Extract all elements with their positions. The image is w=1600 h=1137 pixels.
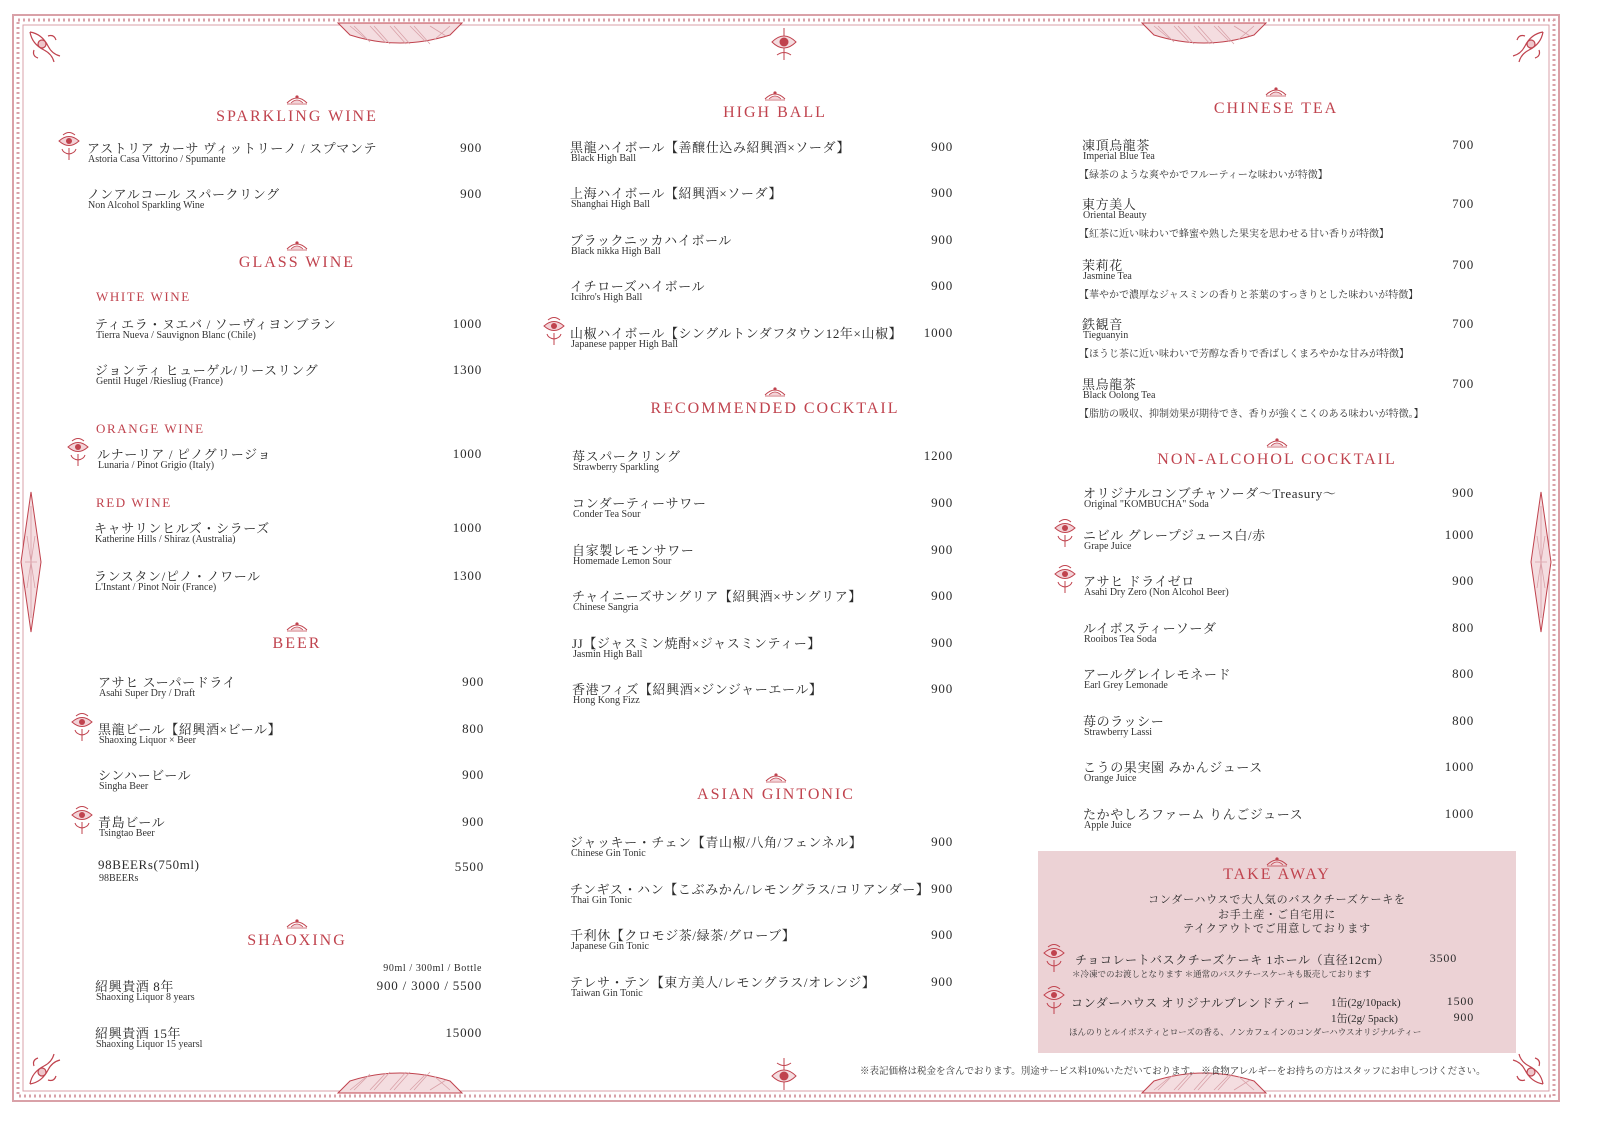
take-away-box	[1038, 851, 1516, 1053]
menu-item-english-name: Orange Juice	[1084, 773, 1137, 784]
menu-item-english-name: Jasmin High Ball	[573, 649, 643, 660]
menu-item-price: 900	[931, 495, 953, 510]
menu-item-english-name: Tieguanyin	[1083, 330, 1129, 341]
menu-item-english-name: Rooibos Tea Soda	[1084, 634, 1157, 645]
menu-item-name: シンハービール	[98, 768, 192, 783]
menu-item-name: アサヒ スーパードライ	[98, 675, 237, 690]
menu-item-name: キャサリンヒルズ・シラーズ	[94, 521, 270, 536]
menu-item-english-name: Grape Juice	[1084, 541, 1132, 552]
cocktail-title: RECOMMENDED COCKTAIL	[650, 400, 900, 417]
menu-item-english-name: Homemade Lemon Sour	[573, 556, 672, 567]
menu-item-price: 800	[1452, 620, 1474, 635]
take-away-intro-line: コンダーハウスで大人気のバスクチーズケーキを	[1148, 894, 1406, 906]
menu-item-price: 800	[1452, 713, 1474, 728]
flower-icon	[66, 437, 90, 467]
menu-item-english-name: Imperial Blue Tea	[1083, 151, 1155, 162]
menu-item-name: 黒龍ビール【紹興酒×ビール】	[98, 722, 282, 737]
menu-item-name: 上海ハイボール【紹興酒×ソーダ】	[570, 186, 783, 201]
menu-item-name: チャイニーズサングリア【紹興酒×サングリア】	[572, 589, 862, 604]
menu-item-name: ブラックニッカハイボール	[570, 233, 732, 248]
take-away-item-name: コンダーハウス オリジナルブレンドティー	[1071, 996, 1311, 1010]
menu-item-name: 山椒ハイボール【シングルトンダフタウン12年×山椒】	[570, 326, 903, 341]
menu-item-english-name: Black High Ball	[571, 153, 636, 164]
menu-item-price: 1000	[923, 325, 953, 340]
menu-item-english-name: Singha Beer	[99, 781, 149, 792]
menu-item-name: 茉莉花	[1082, 258, 1123, 273]
menu-item-price: 1000	[1444, 806, 1474, 821]
menu-item-english-name: Asahi Dry Zero (Non Alcohol Beer)	[1084, 587, 1229, 598]
flower-icon	[542, 316, 566, 346]
menu-item-price: 900	[931, 139, 953, 154]
menu-item-price: 5500	[454, 859, 484, 874]
menu-item-name: 青島ビール	[98, 815, 166, 830]
menu-item-description: 【華やかで濃厚なジャスミンの香りと茶葉のすっきりとした味わいが特徴】	[1079, 290, 1419, 301]
menu-item-price: 900	[931, 881, 953, 896]
menu-item-price: 1300	[452, 362, 482, 377]
menu-item-name: 苺のラッシー	[1083, 714, 1165, 729]
menu-item-name: ジョンティ ヒューゲル/リースリング	[95, 363, 319, 378]
footer-note: ※表記価格は税金を含んでおります。別途サービス料10%いただいております。 ※食物アレルギーをお持ちの方はスタッフにお申しつけください。	[860, 1067, 1486, 1077]
orange-wine-subtitle: ORANGE WINE	[96, 421, 205, 436]
shaoxing-size-note: 90ml / 300ml / Bottle	[383, 963, 482, 974]
menu-item-english-name: Strawberry Lassi	[1084, 727, 1153, 738]
menu-item-price: 900	[931, 588, 953, 603]
menu-item-english-name: Chinese Sangria	[573, 602, 639, 613]
menu-item-english-name: Black Oolong Tea	[1083, 390, 1156, 401]
menu-item-english-name: Conder Tea Sour	[573, 509, 641, 520]
menu-item-name: こうの果実園 みかんジュース	[1083, 760, 1263, 775]
menu-item-name: 黒龍ハイボール【善醸仕込み紹興酒×ソーダ】	[570, 140, 851, 155]
menu-item-name: ノンアルコール スパークリング	[87, 187, 280, 202]
flower-icon	[70, 712, 94, 742]
ornament-icon	[286, 239, 308, 251]
shaoxing-title: SHAOXING	[247, 932, 347, 949]
menu-item-price: 700	[1452, 196, 1474, 211]
take-away-item-note: ほんのりとルイボスティとローズの香る、ノンカフェインのコンダーハウスオリジナルティー	[1069, 1027, 1422, 1037]
non-alcohol-title: NON-ALCOHOL COCKTAIL	[1157, 451, 1397, 468]
ornament-icon	[1265, 85, 1287, 97]
menu-item-name: JJ【ジャスミン焼酎×ジャスミンティー】	[572, 636, 821, 651]
menu-item-name: コンダーティーサワー	[572, 496, 707, 511]
take-away-option-size: 1缶(2g/ 5pack)	[1331, 1013, 1398, 1025]
menu-item-english-name: Lunaria / Pinot Grigio (Italy)	[98, 460, 215, 471]
menu-item-english-name: Taiwan Gin Tonic	[571, 988, 643, 999]
red-wine-subtitle: RED WINE	[96, 495, 172, 510]
ornament-icon	[764, 385, 786, 397]
take-away-intro-line: お手土産・ご自宅用に	[1218, 909, 1336, 921]
menu-item-name: 東方美人	[1082, 197, 1137, 212]
menu-item-english-name: Black nikka High Ball	[571, 246, 661, 257]
menu-item-english-name: Tsingtao Beer	[99, 828, 155, 839]
flower-icon	[1053, 518, 1077, 548]
menu-item-english-name: Shaoxing Liquor 15 yearsl	[96, 1039, 203, 1050]
menu-item-name: ルナーリア / ピノグリージョ	[97, 447, 272, 462]
menu-item-name: 黒烏龍茶	[1082, 377, 1137, 392]
menu-item-name: ジャッキー・チェン【青山椒/八角/フェンネル】	[570, 835, 863, 850]
menu-item-price: 900	[1452, 573, 1474, 588]
menu-item-price: 900	[1452, 485, 1474, 500]
menu-item-name: 紹興貴酒 15年	[95, 1026, 182, 1041]
menu-item-english-name: Oriental Beauty	[1083, 210, 1147, 221]
take-away-item-note: ＊冷凍でのお渡しとなります ＊通常のバスクチースケーキも販売しております	[1072, 969, 1372, 979]
take-away-option-size: 1缶(2g/10pack)	[1331, 997, 1401, 1009]
ornament-icon	[765, 771, 787, 783]
menu-item-english-name: Asahi Super Dry / Draft	[99, 688, 196, 699]
menu-item-english-name: Apple Juice	[1084, 820, 1132, 831]
menu-item-english-name: Strawberry Sparkling	[573, 462, 659, 473]
take-away-option-price: 900	[1453, 1010, 1474, 1024]
menu-item-price: 700	[1452, 316, 1474, 331]
menu-item-english-name: Shaoxing Liquor × Beer	[99, 735, 197, 746]
menu-item-price: 800	[462, 721, 484, 736]
menu-item-price: 1200	[923, 448, 953, 463]
glass-wine-title: GLASS WINE	[238, 254, 356, 271]
menu-item-price: 900	[931, 635, 953, 650]
menu-item-price: 900	[931, 185, 953, 200]
ornament-icon	[764, 89, 786, 101]
menu-item-english-name: L'Instant / Pinot Noir (France)	[95, 582, 217, 593]
menu-item-price: 900	[931, 681, 953, 696]
menu-item-name: ニビル グレープジュース白/赤	[1083, 528, 1266, 543]
beer-title: BEER	[272, 635, 322, 652]
menu-item-price: 900	[462, 674, 484, 689]
take-away-option-price: 1500	[1446, 994, 1474, 1008]
menu-item-price: 700	[1452, 137, 1474, 152]
menu-item-price: 1000	[452, 316, 482, 331]
menu-item-english-name: Shaoxing Liquor 8 years	[96, 992, 195, 1003]
menu-item-name: 紹興貴酒 8年	[95, 979, 174, 994]
menu-item-name: 苺スパークリング	[572, 449, 681, 464]
menu-item-english-name: Icihro's High Ball	[571, 292, 643, 303]
ornament-icon	[1266, 854, 1288, 866]
menu-item-english-name: Non Alcohol Sparkling Wine	[88, 200, 205, 211]
menu-item-price: 900 / 3000 / 5500	[376, 978, 482, 993]
menu-item-name: たかやしろファーム りんごジュース	[1083, 807, 1304, 822]
menu-item-price: 900	[931, 834, 953, 849]
gintonic-title: ASIAN GINTONIC	[697, 786, 855, 803]
menu-item-price: 1300	[452, 568, 482, 583]
menu-item-price: 900	[460, 186, 482, 201]
white-wine-subtitle: WHITE WINE	[96, 289, 191, 304]
menu-item-description: 【紅茶に近い味わいで蜂蜜や熟した果実を思わせる甘い香りが特徴】	[1079, 229, 1389, 240]
menu-item-price: 1000	[1444, 759, 1474, 774]
menu-item-english-name: 98BEERs	[99, 873, 139, 884]
menu-item-english-name: Chinese Gin Tonic	[571, 848, 646, 859]
menu-item-name: 自家製レモンサワー	[572, 543, 695, 558]
flower-icon	[1053, 564, 1077, 594]
menu-item-name: イチローズハイボール	[570, 279, 706, 294]
menu-item-name: テレサ・テン【東方美人/レモングラス/オレンジ】	[570, 975, 876, 990]
menu-item-price: 900	[931, 542, 953, 557]
menu-item-english-name: Earl Grey Lemonade	[1084, 680, 1168, 691]
take-away-item-price: 3500	[1429, 951, 1457, 965]
menu-item-english-name: Jasmine Tea	[1083, 271, 1132, 282]
menu-item-name: ティエラ・ヌエバ / ソーヴィヨンブラン	[95, 317, 337, 332]
menu-item-english-name: Thai Gin Tonic	[571, 895, 632, 906]
menu-item-name: アールグレイレモネード	[1083, 667, 1232, 682]
menu-item-english-name: Shanghai High Ball	[571, 199, 650, 210]
menu-item-name: 鉄観音	[1082, 317, 1123, 332]
menu-item-description: 【緑茶のような爽やかでフルーティーな味わいが特徴】	[1079, 170, 1328, 181]
flower-icon	[70, 805, 94, 835]
menu-item-english-name: Katherine Hills / Shiraz (Australia)	[95, 534, 236, 545]
menu-item-price: 900	[462, 814, 484, 829]
menu-item-price: 15000	[445, 1025, 482, 1040]
ornament-icon	[286, 620, 308, 632]
menu-item-english-name: Tierra Nueva / Sauvignon Blanc (Chile)	[96, 330, 256, 341]
menu-item-name: ルイボスティーソーダ	[1083, 621, 1217, 636]
flower-icon	[1042, 985, 1066, 1015]
menu-item-name: アサヒ ドライゼロ	[1083, 574, 1195, 589]
menu-item-english-name: Astoria Casa Vittorino / Spumante	[88, 154, 226, 165]
menu-item-name: 凍頂烏龍茶	[1082, 138, 1151, 153]
menu-item-description: 【ほうじ茶に近い味わいで芳醇な香りで香ばしくまろやかな甘みが特徴】	[1079, 349, 1409, 360]
menu-item-name: アストリア カーサ ヴィットリーノ / スプマンテ	[87, 141, 378, 156]
ornament-icon	[286, 93, 308, 105]
menu-item-name: チンギス・ハン【こぶみかん/レモングラス/コリアンダー】	[570, 882, 930, 897]
take-away-title: TAKE AWAY	[1223, 866, 1331, 883]
menu-item-name: ランスタン/ピノ・ノワール	[94, 569, 261, 584]
menu-item-name: 98BEERs(750ml)	[98, 857, 200, 872]
menu-item-price: 700	[1452, 257, 1474, 272]
menu-item-english-name: Hong Kong Fizz	[573, 695, 640, 706]
take-away-item-name: チョコレートバスクチーズケーキ 1ホール（直径12cm）	[1075, 953, 1391, 967]
menu-item-english-name: Gentil Hugel /Riesliug (France)	[96, 376, 223, 387]
menu-item-price: 900	[931, 232, 953, 247]
chinese-tea-title: CHINESE TEA	[1213, 100, 1339, 117]
menu-item-price: 1000	[452, 520, 482, 535]
menu-item-name: 千利休【クロモジ茶/緑茶/グローブ】	[570, 928, 796, 943]
menu-item-price: 900	[931, 974, 953, 989]
menu-item-price: 900	[460, 140, 482, 155]
menu-item-price: 800	[1452, 666, 1474, 681]
take-away-intro-line: テイクアウトでご用意しております	[1183, 923, 1371, 935]
menu-item-name: 香港フィズ【紹興酒×ジンジャーエール】	[572, 682, 823, 697]
menu-item-price: 1000	[452, 446, 482, 461]
sparkling-title: SPARKLING WINE	[216, 108, 378, 125]
menu-item-english-name: Japanese Gin Tonic	[571, 941, 649, 952]
menu-item-description: 【脂肪の吸収、抑制効果が期待でき、香りが強くこくのある味わいが特徴。】	[1079, 409, 1424, 420]
menu-item-english-name: Original "KOMBUCHA" Soda	[1084, 499, 1209, 510]
menu-item-price: 700	[1452, 376, 1474, 391]
flower-icon	[57, 131, 81, 161]
high-ball-title: HIGH BALL	[723, 104, 827, 121]
ornament-icon	[286, 917, 308, 929]
menu-item-price: 900	[462, 767, 484, 782]
menu-item-price: 900	[931, 927, 953, 942]
menu-item-price: 1000	[1444, 527, 1474, 542]
menu-item-name: オリジナルコンブチャソーダ〜Treasury〜	[1083, 486, 1337, 501]
menu-item-price: 900	[931, 278, 953, 293]
ornament-icon	[1266, 436, 1288, 448]
menu-item-english-name: Japanese papper High Ball	[571, 339, 678, 350]
flower-icon	[1042, 943, 1066, 973]
